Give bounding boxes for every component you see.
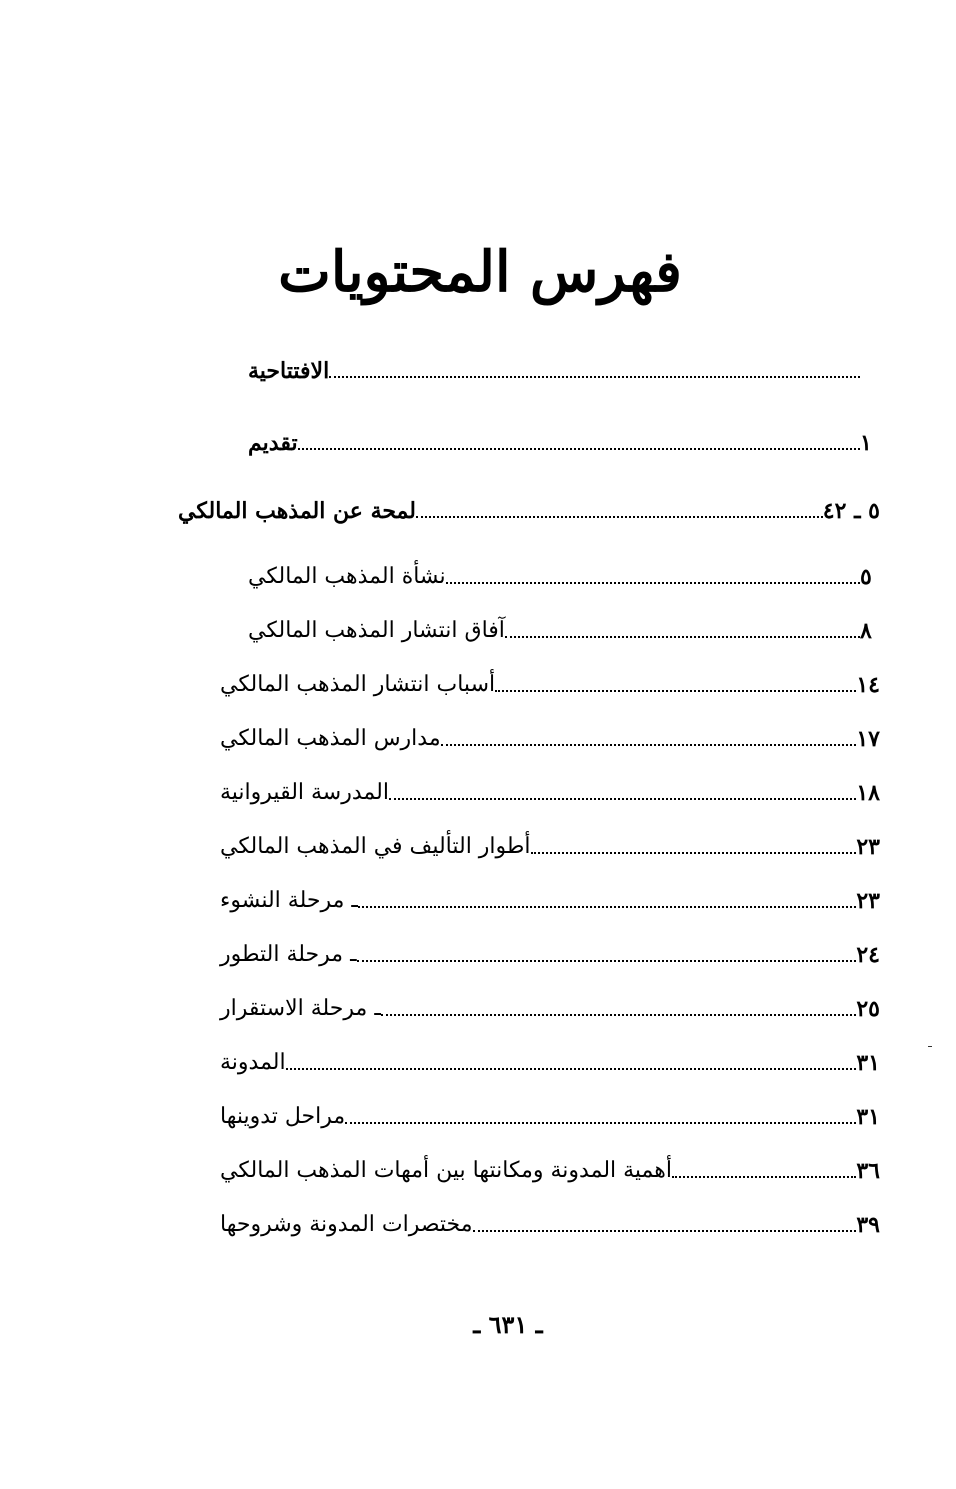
leader-dots — [416, 516, 823, 518]
toc-entry-label: المدرسة القيروانية — [220, 780, 389, 805]
leader-dots — [329, 376, 860, 378]
toc-row — [0, 822, 956, 862]
toc-row — [0, 930, 956, 970]
leader-dots — [298, 448, 860, 450]
toc-entry-label: مدارس المذهب المالكي — [220, 726, 441, 751]
toc-entry-label: ـ مرحلة التطور — [220, 942, 357, 967]
toc-entry-label: أهمية المدونة ومكانتها بين أمهات المذهب المالكي — [220, 1158, 672, 1183]
toc-entry — [244, 552, 884, 592]
toc-row — [0, 418, 956, 458]
toc-entry-page: ٣١ — [856, 1104, 880, 1130]
toc-entry — [216, 822, 884, 862]
toc-row — [0, 1146, 956, 1186]
toc-entry-page: ١٤ — [856, 672, 880, 698]
toc-row — [0, 606, 956, 646]
leader-dots — [345, 1122, 856, 1124]
toc-row — [0, 714, 956, 754]
toc-entry — [216, 1038, 884, 1078]
toc-entry-page: ٣٦ — [856, 1158, 880, 1184]
toc-entry — [216, 984, 884, 1024]
toc-entry — [244, 346, 884, 386]
toc-entry-label: مراحل تدوينها — [220, 1104, 346, 1129]
leader-dots — [473, 1230, 857, 1232]
toc-entry-label: المدونة — [220, 1050, 286, 1075]
leader-dots — [446, 582, 860, 584]
leader-dots — [381, 1014, 857, 1016]
toc-entry-label: لمحة عن المذهب المالكي — [178, 498, 416, 524]
toc-row — [0, 1038, 956, 1078]
toc-entry-page: ٥ — [860, 564, 872, 590]
toc-entry — [216, 876, 884, 916]
scan-mark — [928, 1046, 932, 1047]
toc-entry-label: أطوار التأليف في المذهب المالكي — [220, 834, 531, 859]
toc-entry-page: ٢٥ — [856, 996, 880, 1022]
toc-entry — [216, 660, 884, 700]
leader-dots — [495, 690, 856, 692]
leader-dots — [531, 852, 857, 854]
toc-entry-label: نشأة المذهب المالكي — [248, 564, 446, 589]
page-title: فهرس المحتويات — [278, 239, 682, 305]
toc-row — [0, 876, 956, 916]
toc-row — [0, 1092, 956, 1132]
toc-entry-label: أسباب انتشار المذهب المالكي — [220, 672, 496, 697]
toc-row — [0, 984, 956, 1024]
leader-dots — [286, 1068, 857, 1070]
toc-entry — [216, 1146, 884, 1186]
leader-dots — [389, 798, 856, 800]
toc-entry-page: ١٨ — [856, 780, 880, 806]
toc-entry-page: ٢٣ — [856, 834, 880, 860]
toc-entry — [244, 606, 884, 646]
toc-row — [0, 768, 956, 808]
toc-entry-page: ٢٣ — [856, 888, 880, 914]
toc-row — [0, 486, 956, 526]
toc-entry-page: ٨ — [860, 618, 872, 644]
toc-entry-label: تقديم — [248, 430, 298, 456]
toc-entry — [216, 714, 884, 754]
toc-entry — [216, 930, 884, 970]
toc-entry-page: ٥ ـ ٤٢ — [822, 498, 880, 524]
leader-dots — [505, 636, 860, 638]
toc-entry — [216, 1200, 884, 1240]
leader-dots — [672, 1176, 856, 1178]
leader-dots — [358, 906, 857, 908]
page-number: ـ ٦٣١ ـ — [473, 1310, 543, 1339]
toc-entry-label: الافتتاحية — [248, 358, 330, 384]
toc-entry — [174, 486, 884, 526]
toc-entry-page: ٣١ — [856, 1050, 880, 1076]
leader-dots — [441, 744, 857, 746]
toc-row — [0, 660, 956, 700]
toc-row — [0, 552, 956, 592]
toc-entry-label: آفاق انتشار المذهب المالكي — [248, 618, 505, 643]
toc-entry-page: ٢٤ — [856, 942, 880, 968]
toc-entry-label: ـ مرحلة الاستقرار — [220, 996, 381, 1021]
leader-dots — [357, 960, 857, 962]
toc-entry — [244, 418, 884, 458]
toc-entry-label: ـ مرحلة النشوء — [220, 888, 358, 913]
toc-entry-page: ٣٩ — [856, 1212, 880, 1238]
toc-row — [0, 346, 956, 386]
toc-row — [0, 1200, 956, 1240]
toc-entry — [216, 1092, 884, 1132]
toc-entry-page: ١٧ — [856, 726, 880, 752]
toc-entry — [216, 768, 884, 808]
toc-entry-page: ١ — [860, 430, 872, 456]
toc-entry-label: مختصرات المدونة وشروحها — [220, 1212, 473, 1237]
